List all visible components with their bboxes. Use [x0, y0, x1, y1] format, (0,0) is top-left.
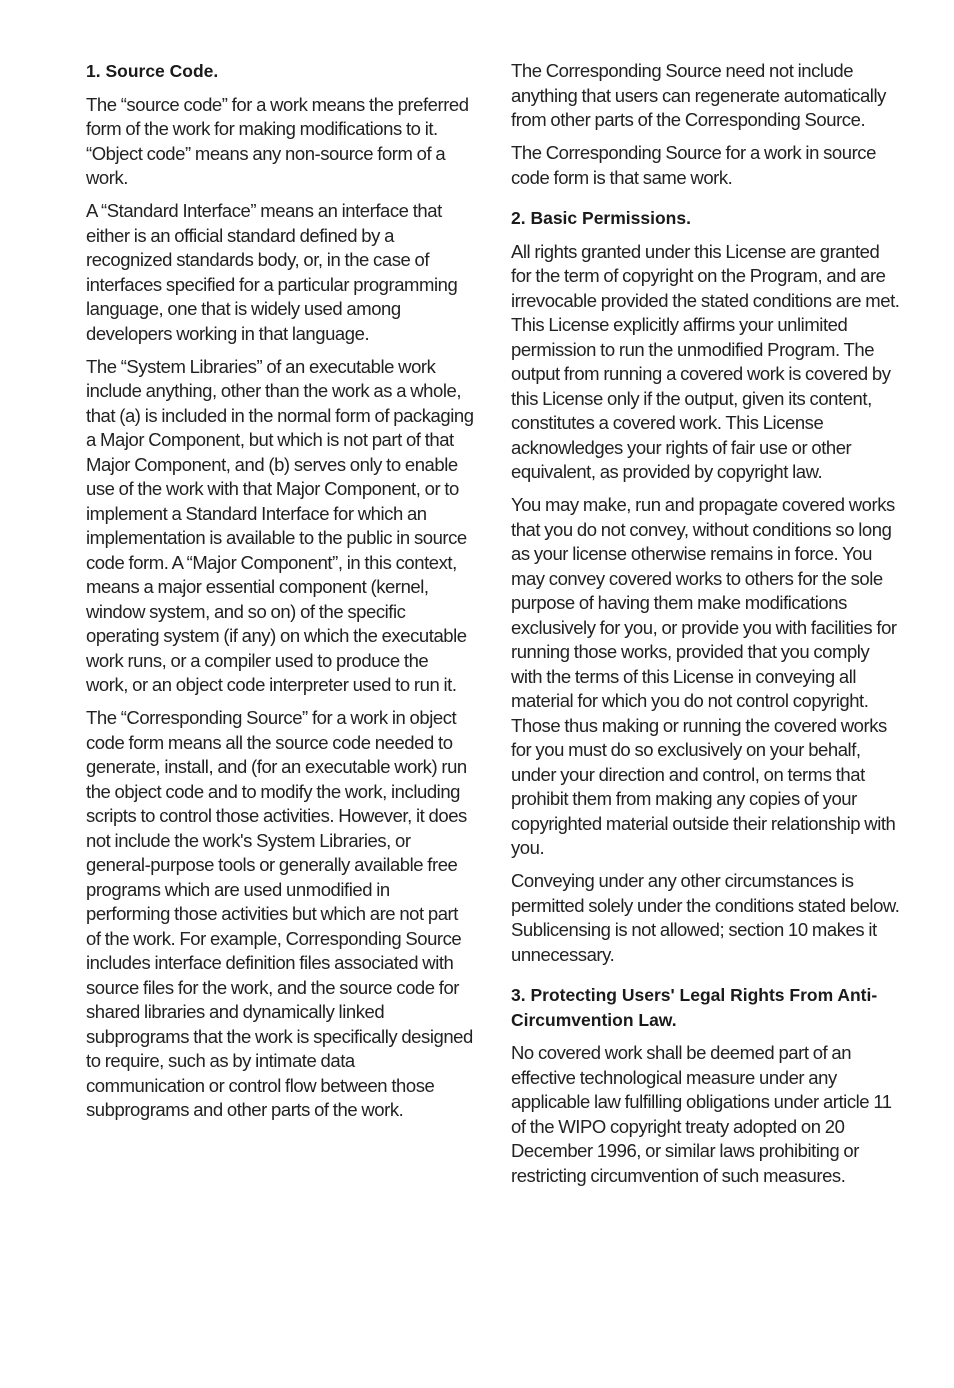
standard-interface-paragraph: A “Standard Interface” means an interface that either is an official standard defined by a recognized standards body, or, in the case of interfaces specified for a particular programming language, one that is widely used among developers working in that language.	[86, 200, 458, 344]
regenerate-paragraph: The Corresponding Source need not include anything that users can regenerate automatically from other parts of the Corresponding Source.	[511, 60, 886, 130]
section-2-heading: 2. Basic Permissions.	[511, 208, 691, 228]
section-1-heading: 1. Source Code.	[86, 61, 219, 81]
section-3-heading: 3. Protecting Users' Legal Rights From Anti-Circumvention Law.	[511, 985, 878, 1030]
corresponding-source-paragraph: The “Corresponding Source” for a work in object code form means all the source code needed to generate, install, and (for an executable work) run the object code and to modify the work, including scripts to control those activities. However, it does not include the work's System Libraries, or general-purpose tools or generally available free programs which are used unmodified in performing those activities but which are not part of the work. For example, Corresponding Source includes interface definition files associated with source files for the work, and the source code for shared libraries and dynamically linked subprograms that the work is specifically designed to require, such as by intimate data communication or control flow between those subprograms and other parts of the work.	[86, 707, 473, 1120]
system-libraries-paragraph: The “System Libraries” of an executable work include anything, other than the work as a whole, that (a) is included in the normal form of packaging a Major Component, but which is not part of that Major Component, and (b) serves only to enable use of the work with that Major Component, or to implement a Standard Interface for which an implementation is available to the public in source code form. A “Major Component”, in this context, means a major essential component (kernel, window system, and so on) of the specific operating system (if any) on which the executable work runs, or a compiler used to produce the work, or an object code interpreter used to run it.	[86, 355, 474, 695]
rights-granted-paragraph: All rights granted under this License are granted for the term of copyright on the Program, and are irrevocable provided the stated conditions are met. This License explicitly affirms your unlimited permission to run the unmodified Program. The output from running a covered work is covered by this License only if the output, given its content, constitutes a covered work. This License acknowledges your rights of fair use or other equivalent, as provided by copyright law.	[511, 240, 900, 482]
anti-circumvention-paragraph: No covered work shall be deemed part of an effective technological measure under any applicable law fulfilling obligations under article 11 of the WIPO copyright treaty adopted on 20 December 1996, or similar laws prohibiting or restricting circumvention of such measures.	[511, 1042, 892, 1186]
same-work-paragraph: The Corresponding Source for a work in source code form is that same work.	[511, 142, 876, 188]
source-code-definition-paragraph: The “source code” for a work means the preferred form of the work for making modifications to it. “Object code” means any non-source form of a work.	[86, 93, 469, 188]
conveying-paragraph: Conveying under any other circumstances is permitted solely under the conditions stated below. Sublicensing is not allowed; section 10 makes it unnecessary.	[511, 870, 900, 965]
make-run-propagate-paragraph: You may make, run and propagate covered works that you do not convey, without conditions so long as your license otherwise remains in force. You may convey covered works to others for the sole purpose of having them make modifications exclusively for you, or provide you with facilities for running those works, provided that you comply with the terms of this License in conveying all material for which you do not control copyright. Those thus making or running the covered works for you must do so exclusively on your behalf, under your direction and control, on terms that prohibit them from making any copies of your copyrighted material outside their relationship with you.	[511, 494, 897, 858]
right-column	[511, 59, 901, 1197]
left-column	[86, 59, 474, 1131]
